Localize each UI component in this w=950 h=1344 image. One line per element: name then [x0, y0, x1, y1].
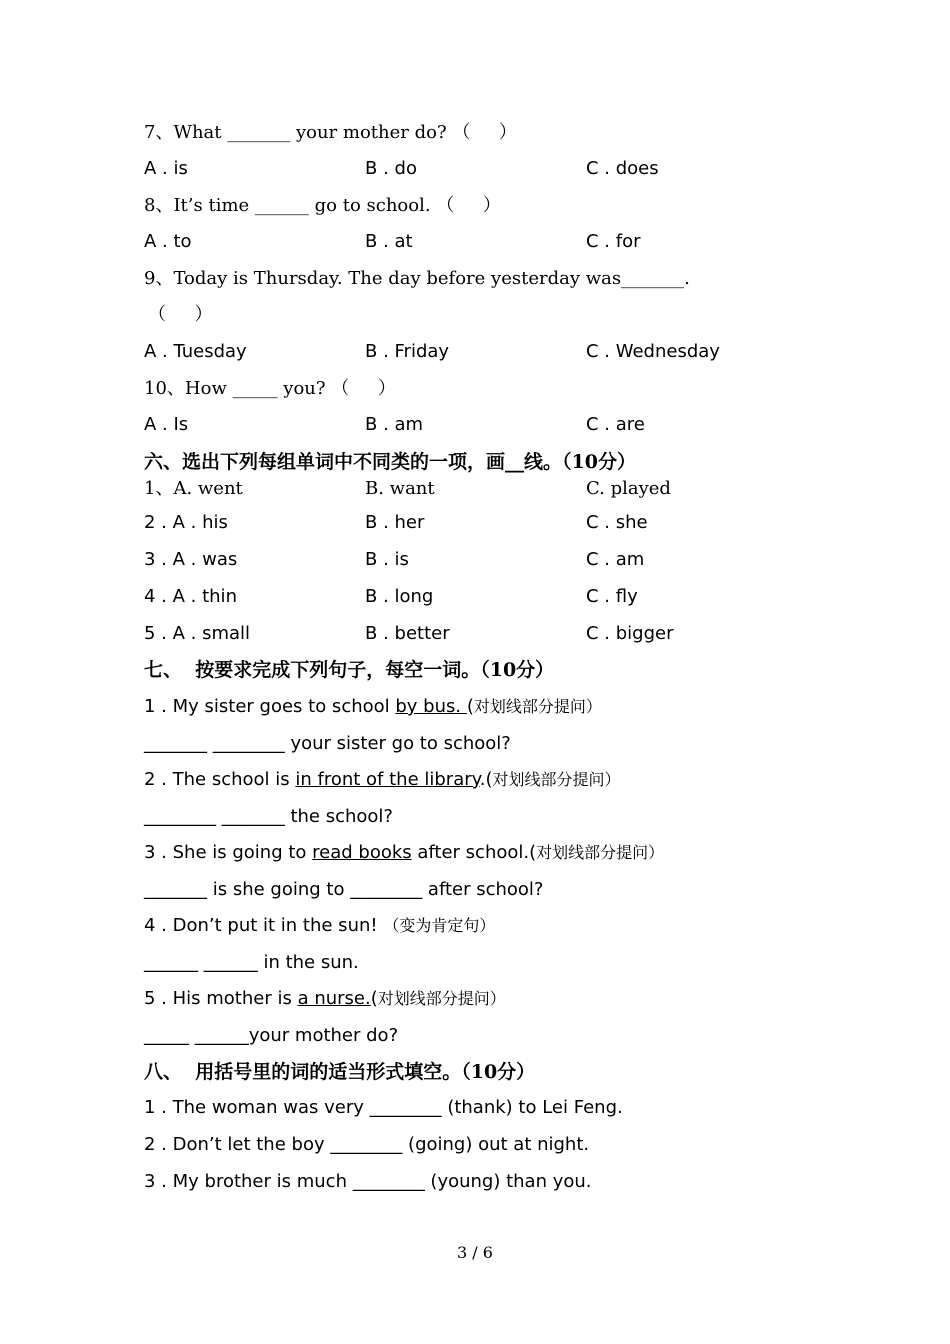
- question-9-bracket: （ ）: [148, 304, 213, 325]
- transform-question: 1 . My sister goes to school by bus. (对划线部分提问）: [144, 696, 602, 717]
- option-c: C . Wednesday: [586, 341, 720, 362]
- word-option: B . her: [365, 512, 425, 533]
- transform-question: 2 . The school is in front of the library.(对划线部分提问）: [144, 769, 621, 790]
- transform-question: 3 . She is going to read books after school.(对划线部分提问）: [144, 842, 665, 863]
- section-6-heading: 六、选出下列每组单词中不同类的一项，画__线。（10分）: [144, 451, 636, 473]
- word-option: 1、A. went: [144, 478, 243, 499]
- word-option: C . fly: [586, 586, 638, 607]
- section-7-heading: 七、 按要求完成下列句子，每空一词。（10分）: [144, 659, 555, 681]
- option-a: A . is: [144, 158, 188, 179]
- option-b: B . Friday: [365, 341, 450, 362]
- question-7: 7、What _______ your mother do? （ ）: [144, 122, 517, 143]
- option-b: B . do: [365, 158, 417, 179]
- answer-line: ______ ______ in the sun.: [144, 952, 359, 973]
- option-c: C . does: [586, 158, 659, 179]
- question-8: 8、It’s time ______ go to school. （ ）: [144, 195, 501, 216]
- word-option: B . is: [365, 549, 409, 570]
- word-option: C . am: [586, 549, 645, 570]
- word-option: 2 . A . his: [144, 512, 228, 533]
- answer-line: _______ is she going to ________ after school?: [144, 879, 544, 900]
- option-c: C . for: [586, 231, 641, 252]
- word-option: C. played: [586, 478, 671, 499]
- question-9: 9、Today is Thursday. The day before yesterday was_______.: [144, 268, 690, 289]
- answer-line: _____ ______your mother do?: [144, 1025, 399, 1046]
- fill-blank-question: 1 . The woman was very ________ (thank) to Lei Feng.: [144, 1097, 623, 1118]
- word-option: C . bigger: [586, 623, 674, 644]
- fill-blank-question: 3 . My brother is much ________ (young) than you.: [144, 1171, 592, 1192]
- word-option: C . she: [586, 512, 648, 533]
- section-8-heading: 八、 用括号里的词的适当形式填空。（10分）: [144, 1061, 536, 1083]
- option-a: A . Tuesday: [144, 341, 247, 362]
- transform-question: 5 . His mother is a nurse.(对划线部分提问）: [144, 988, 506, 1009]
- transform-question: 4 . Don’t put it in the sun! （变为肯定句）: [144, 915, 496, 936]
- word-option: B . better: [365, 623, 450, 644]
- option-a: A . Is: [144, 414, 189, 435]
- word-option: B. want: [365, 478, 435, 499]
- word-option: B . long: [365, 586, 434, 607]
- fill-blank-question: 2 . Don’t let the boy ________ (going) out at night.: [144, 1134, 590, 1155]
- option-c: C . are: [586, 414, 645, 435]
- option-a: A . to: [144, 231, 192, 252]
- word-option: 3 . A . was: [144, 549, 238, 570]
- option-b: B . at: [365, 231, 413, 252]
- answer-line: ________ _______ the school?: [144, 806, 393, 827]
- answer-line: _______ ________ your sister go to school?: [144, 733, 511, 754]
- option-b: B . am: [365, 414, 424, 435]
- page-number: 3 / 6: [457, 1243, 493, 1262]
- question-10: 10、How _____ you? （ ）: [144, 378, 396, 399]
- word-option: 4 . A . thin: [144, 586, 237, 607]
- word-option: 5 . A . small: [144, 623, 251, 644]
